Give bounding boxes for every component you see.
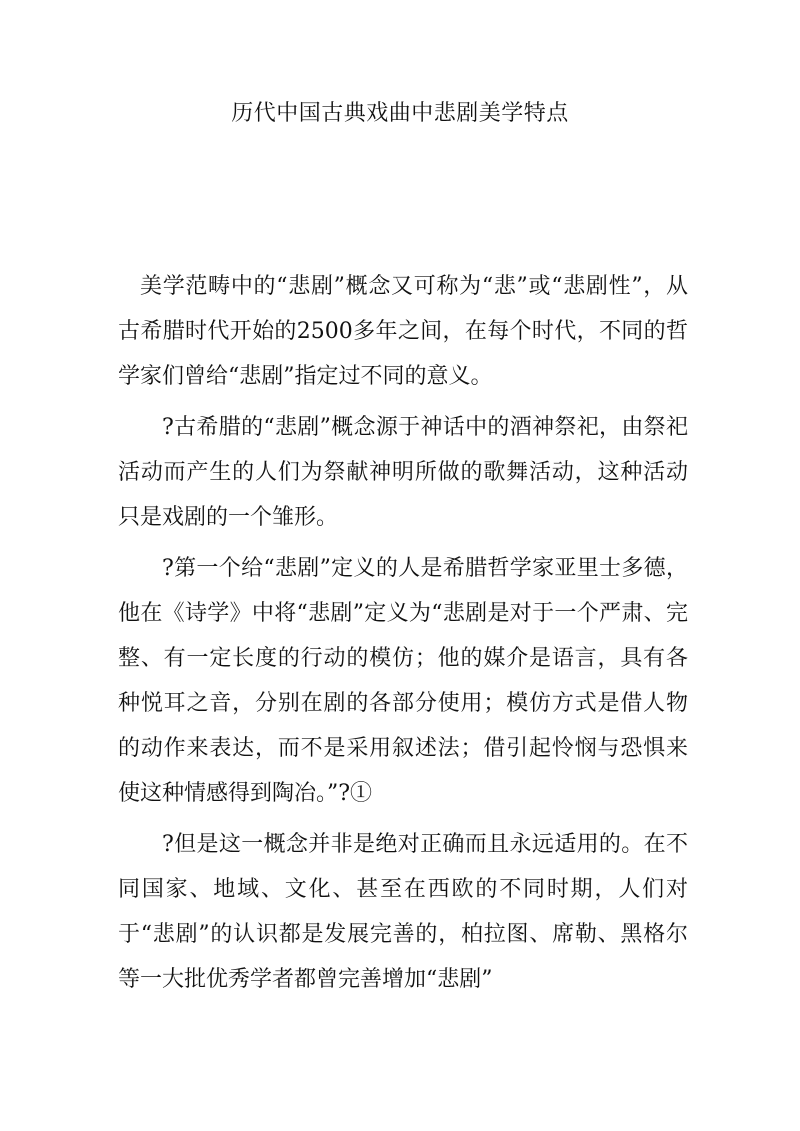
paragraph-1: 美学范畴中的“悲剧”概念又可称为“悲”或“悲剧性”，从古希腊时代开始的2500多年之间，在每个时代，不同的哲学家们曾给“悲剧”指定过不同的意义。: [118, 274, 688, 389]
document-body: [118, 264, 688, 1008]
document-title: 历代中国古典戏曲中悲剧美学特点: [231, 101, 569, 126]
paragraph-4: ?但是这一概念并非是绝对正确而且永远适用的。在不同国家、地域、文化、甚至在西欧的不同时期，人们对于“悲剧”的认识都是发展完善的，柏拉图、席勒、黑格尔等一大批优秀学者都曾完善增加“悲剧”: [118, 832, 688, 992]
paragraph-2: ?古希腊的“悲剧”概念源于神话中的酒神祭祀，由祭祀活动而产生的人们为祭献神明所做的歌舞活动，这种活动只是戏剧的一个雏形。: [118, 415, 688, 530]
paragraph-3: ?第一个给“悲剧”定义的人是希腊哲学家亚里士多德，他在《诗学》中将“悲剧”定义为“悲剧是对于一个严肃、完整、有一定长度的行动的模仿；他的媒介是语言，具有各种悦耳之音，分别在剧的各部分使用；模仿方式是借人物的动作来表达，而不是采用叙述法；借引起怜悯与恐惧来使这种情感得到陶冶。”?①: [118, 556, 688, 806]
